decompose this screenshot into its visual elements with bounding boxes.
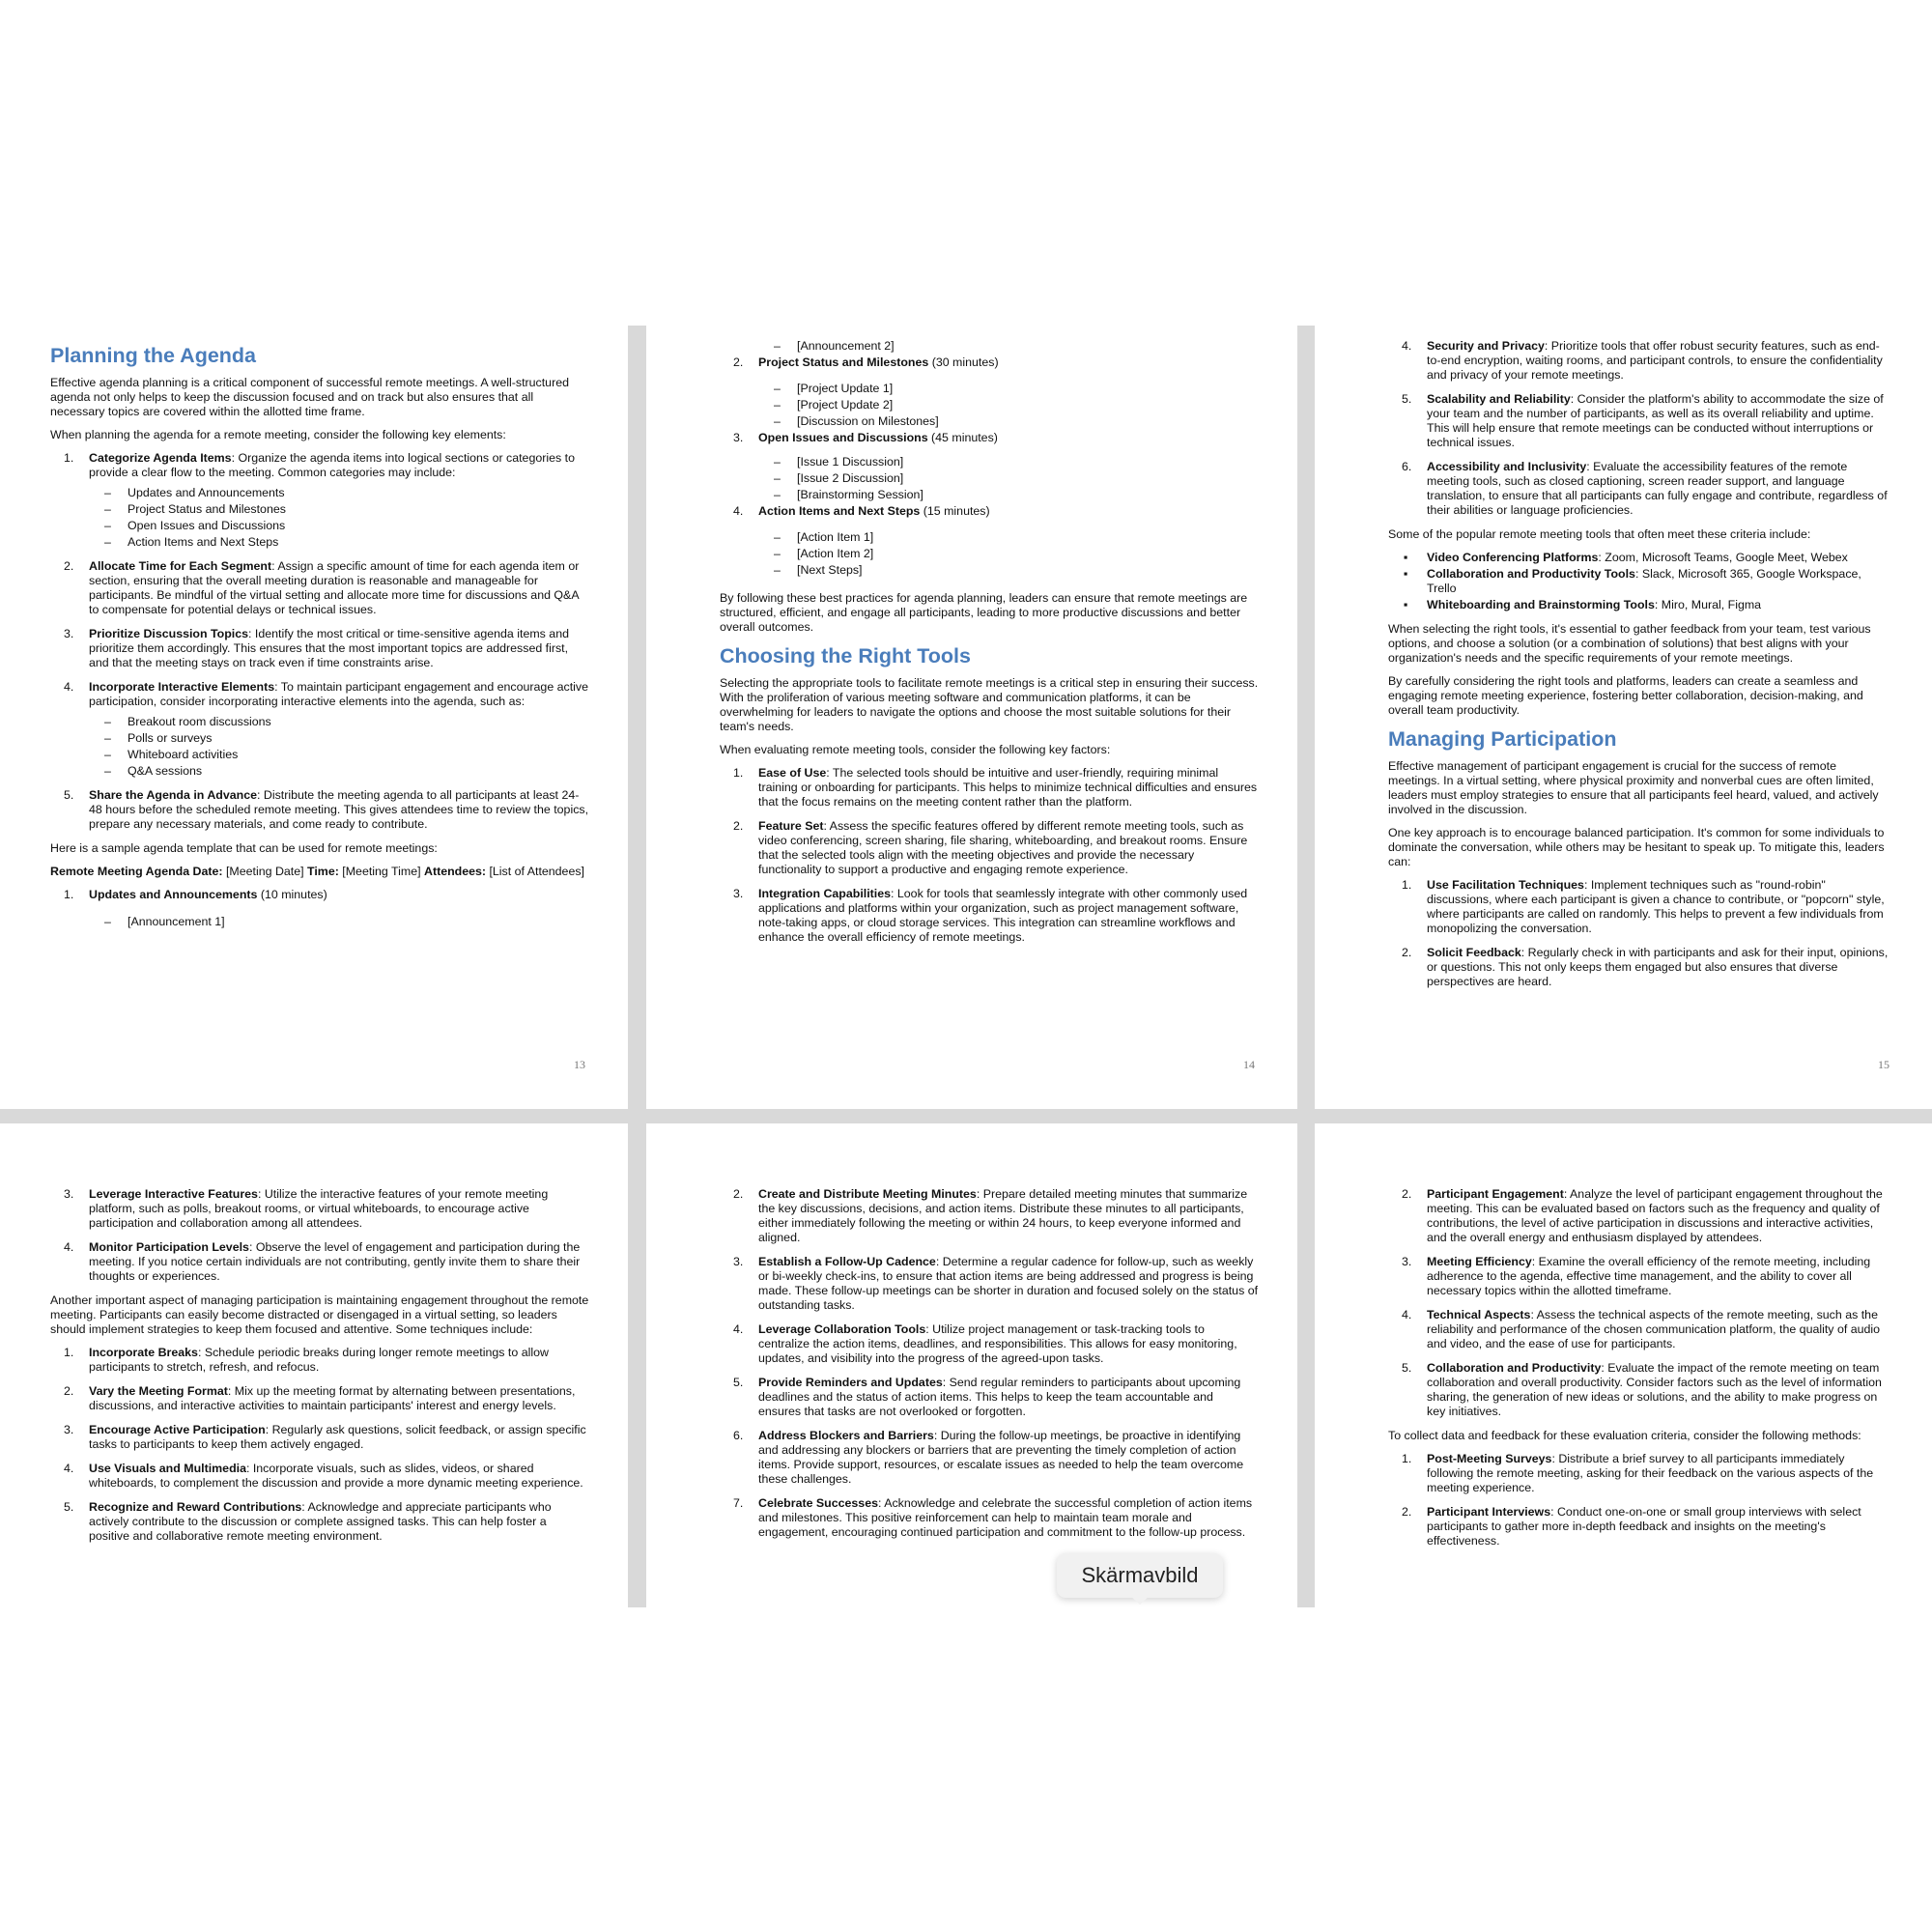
numbered-list (720, 1187, 1259, 1540)
dash-item: – [Action Item 2] (774, 547, 874, 560)
paragraph: Some of the popular remote meeting tools that often meet these criteria include: (1388, 527, 1811, 541)
numbered-list (1388, 1187, 1891, 1419)
dash-item: – Open Issues and Discussions (104, 519, 286, 532)
list-item: 4. Action Items and Next Steps (15 minutes) – [Action Item 1] – [Action Item 2] – [Next Steps] (720, 504, 1259, 578)
paragraph: One key approach is to encourage balanced participation. It's common for some individuals to dominate the conversation, while others may be hesitant to speak up. To mitigate this, leaders can: (1388, 826, 1885, 868)
list-item: 7. Celebrate Successes: Acknowledge and celebrate the successful completion of action items and milestones. This positive reinforcement can help to maintain team morale and engagement, encouraging continued participation and commitment to the follow-up process. (733, 1496, 1253, 1539)
dash-item: – [Issue 2 Discussion] (774, 471, 904, 485)
list-item: 3. Encourage Active Participation: Regularly ask questions, solicit feedback, or assign specific tasks to participants to keep them actively engaged. (64, 1423, 586, 1451)
dash-item: – [Announcement 1] (104, 915, 225, 928)
list-item: 3. Open Issues and Discussions (45 minutes) – [Issue 1 Discussion] – [Issue 2 Discussion] – [Brainstorming Session] (720, 431, 1259, 502)
list-item: 2. Create and Distribute Meeting Minutes: Prepare detailed meeting minutes that summarize the key discussions, decisions, and action items. Distribute these minutes to all participants, either immediately following the meeting or within 24 hours, to keep everyone informed and aligned. (733, 1187, 1248, 1244)
list-item: 5. Share the Agenda in Advance: Distribute the meeting agenda to all participants at least 24-48 hours before the scheduled remote meeting. This gives attendees time to review the topics, prepare any necessary materials, and come ready to contribute. (64, 788, 589, 831)
list-item: 2. Vary the Meeting Format: Mix up the meeting format by alternating between presentations, discussions, and interactive activities to maintain participants' interest and energy levels. (64, 1384, 576, 1412)
dash-list (720, 382, 1259, 429)
bullet-list (1388, 551, 1891, 612)
dash-item: – Polls or surveys (104, 731, 213, 745)
paragraph: Effective agenda planning is a critical component of successful remote meetings. A well-structured agenda not only helps to keep the discussion focused and on track but also ensures that all necessary topics are covered within the allotted time frame. (50, 376, 569, 418)
dash-item: – Action Items and Next Steps (104, 535, 279, 549)
dash-item: – [Issue 1 Discussion] (774, 455, 904, 469)
numbered-list (1388, 339, 1891, 518)
dash-item: – Project Status and Milestones (104, 502, 286, 516)
page-17 (646, 1123, 1297, 1607)
paragraph: By carefully considering the right tools and platforms, leaders can create a seamless and engaging remote meeting experience, fostering better collaboration, decision-making, and overall team productivity. (1388, 674, 1863, 717)
list-item: 4. Leverage Collaboration Tools: Utilize project management or task-tracking tools to centralize the action items, deadlines, and responsibilities. This allows for easy monitoring, updates, and visibility into the progress of the agreed-upon tasks. (733, 1322, 1237, 1365)
list-item: 1. Ease of Use: The selected tools should be intuitive and user-friendly, requiring minimal training or onboarding for participants. This helps to minimize technical difficulties and ensures that the focus remains on the meeting content rather than the platform. (733, 766, 1258, 809)
paragraph: When planning the agenda for a remote meeting, consider the following key elements: (50, 428, 506, 441)
numbered-list (50, 1346, 589, 1544)
list-item: 3. Establish a Follow-Up Cadence: Determine a regular cadence for follow-up, such as weekly or bi-weekly check-ins, to ensure that action items are being addressed and progress is being made. These follow-up meetings can be shorter in duration and focused solely on the status of outstanding tasks. (733, 1255, 1259, 1312)
bullet-item: ▪ Whiteboarding and Brainstorming Tools: Miro, Mural, Figma (1404, 598, 1762, 611)
agenda-template-header: Remote Meeting Agenda Date: [Meeting Date] Time: [Meeting Time] Attendees: [List of Attendees] (50, 865, 584, 878)
paragraph: Selecting the appropriate tools to facilitate remote meetings is a critical step in ensuring their success. With the proliferation of various meeting software and communication platforms, it can be overwhelming for leaders to navigate the options and choose the most suitable solutions for their team's needs. (720, 676, 1259, 733)
list-item: 3. Meeting Efficiency: Examine the overall efficiency of the remote meeting, including adherence to the agenda, effective time management, and the ability to cover all necessary topics within the allotted timeframe. (1402, 1255, 1871, 1297)
page-number: 13 (574, 1058, 585, 1071)
numbered-list (720, 766, 1259, 945)
list-item: 2. Project Status and Milestones (30 minutes) – [Project Update 1] – [Project Update 2] – [Discussion on Milestones] (720, 355, 1259, 429)
page-14 (646, 326, 1297, 1109)
section-heading-tools: Choosing the Right Tools (720, 644, 971, 668)
list-item: 4. Use Visuals and Multimedia: Incorporate visuals, such as slides, videos, or shared whiteboards, to complement the discussion and provide a more dynamic meeting experience. (64, 1462, 583, 1490)
list-item: 3. Leverage Interactive Features: Utilize the interactive features of your remote meeting platform, such as polls, breakout rooms, or virtual whiteboards, to encourage active participation and collaboration among all attendees. (64, 1187, 549, 1230)
list-item: 1. Post-Meeting Surveys: Distribute a brief survey to all participants immediately following the remote meeting, asking for their feedback on the various aspects of the meeting experience. (1402, 1452, 1874, 1494)
section-heading-planning: Planning the Agenda (50, 344, 257, 367)
list-item: 4. Technical Aspects: Assess the technical aspects of the remote meeting, such as the reliability and performance of the chosen communication platform, the quality of audio and video, and the ease of use for participants. (1402, 1308, 1881, 1350)
list-item: 2. Solicit Feedback: Regularly check in with participants and ask for their input, opinions, or questions. This not only keeps them engaged but also ensures that diverse perspectives are heard. (1402, 946, 1889, 988)
list-item: 5. Provide Reminders and Updates: Send regular reminders to participants about upcoming deadlines and the status of action items. This helps to keep the team accountable and ensures that tasks are not overlooked or forgotten. (733, 1376, 1241, 1418)
list-item: 2. Allocate Time for Each Segment: Assign a specific amount of time for each agenda item or section, ensuring that the overall meeting duration is reasonable and manageable for participants. Be mindful of the virtual setting and allocate more time for discussions and Q&A to compensate for potential delays or technical issues. (64, 559, 580, 616)
list-item: 4. Monitor Participation Levels: Observe the level of engagement and participation during the meeting. If you notice certain individuals are not contributing, gently invite them to share their thoughts or experiences. (64, 1240, 581, 1283)
list-item: 3. Prioritize Discussion Topics: Identify the most critical or time-sensitive agenda items and prioritize them accordingly. This ensures that the most important topics are addressed first, and that the meeting stays on track even if time constraints arise. (64, 627, 569, 669)
page-18 (1315, 1123, 1932, 1607)
list-item: 5. Scalability and Reliability: Consider the platform's ability to accommodate the size of your team and the number of participants, as well as its overall reliability and uptime. This will help ensure that remote meetings can be conducted without interruptions or technical issues. (1402, 392, 1884, 449)
dash-item: – Breakout room discussions (104, 715, 271, 728)
dash-item: – Updates and Announcements (104, 486, 285, 499)
paragraph: Effective management of participant engagement is crucial for the success of remote meetings. In a virtual setting, where physical proximity and nonverbal cues are often limited, leaders must employ strategies to ensure that all participants feel heard, valued, and actively involved in the discussion. (1388, 759, 1879, 816)
list-item: 1. Updates and Announcements (10 minutes) – [Announcement 1] (50, 888, 589, 929)
list-item: 1. Use Facilitation Techniques: Implement techniques such as "round-robin" discussions, where each participant is given a chance to contribute, or "popcorn" style, where participants are called on randomly. This helps to prevent a few individuals from monopolizing the conversation. (1402, 878, 1885, 935)
dash-item: – Q&A sessions (104, 764, 203, 778)
dash-item: – [Project Update 1] (774, 382, 894, 395)
bullet-item: ▪ Video Conferencing Platforms: Zoom, Microsoft Teams, Google Meet, Webex (1404, 551, 1848, 564)
list-item: 4. Incorporate Interactive Elements: To maintain participant engagement and encourage active participation, consider incorporating interactive elements into the agenda, such as: – Breakout room discussions – Polls or surveys – Whiteboard activities – Q&A sessions (50, 680, 589, 779)
dash-list (720, 455, 1259, 502)
page-13 (0, 326, 628, 1109)
numbered-list (1388, 1452, 1891, 1548)
tooltip-tail (1130, 1596, 1150, 1605)
list-item: 1. Categorize Agenda Items: Organize the agenda items into logical sections or categories to provide a clear flow to the meeting. Common categories may include: – Updates and Announcements – Project Status and Milestones – Open Issues and Discussions – Action Items and Next Steps (50, 451, 589, 550)
page-number: 15 (1878, 1058, 1889, 1071)
paragraph: By following these best practices for agenda planning, leaders can ensure that remote meetings are structured, efficient, and engage all participants, leading to more productive discussions and better overall outcomes. (720, 591, 1248, 634)
list-item: 4. Security and Privacy: Prioritize tools that offer robust security features, such as end-to-end encryption, waiting rooms, and participant controls, to ensure the confidentiality and privacy of your remote meetings. (1402, 339, 1883, 382)
numbered-list (50, 1187, 589, 1284)
list-item: 1. Incorporate Breaks: Schedule periodic breaks during longer remote meetings to allow participants to stretch, refresh, and refocus. (64, 1346, 549, 1374)
dash-item: – [Action Item 1] (774, 530, 874, 544)
paragraph: When evaluating remote meeting tools, consider the following key factors: (720, 743, 1111, 756)
list-item: 2. Feature Set: Assess the specific features offered by different remote meeting tools, such as video conferencing, screen sharing, file sharing, whiteboarding, and breakout rooms. Ensure that the selected tools align with the meeting objectives and provide the necessary functionality to support a productive and engaging remote experience. (733, 819, 1248, 876)
dash-item: – [Project Update 2] (774, 398, 894, 412)
paragraph: Another important aspect of managing participation is maintaining engagement throughout the remote meeting. Participants can easily become distracted or disengaged in a virtual setting, so leaders should implement strategies to keep them focused and attentive. Some techniques include: (50, 1293, 589, 1336)
list-item: 5. Recognize and Reward Contributions: Acknowledge and appreciate participants who actively contribute to the discussion or complete assigned tasks. This can help foster a positive and collaborative remote meeting environment. (64, 1500, 552, 1543)
document-viewer[interactable] (0, 326, 1932, 1607)
dash-list (720, 530, 1259, 578)
page-15 (1315, 326, 1932, 1109)
paragraph: Here is a sample agenda template that can be used for remote meetings: (50, 841, 438, 855)
dash-list (50, 486, 589, 550)
bullet-item: ▪ Collaboration and Productivity Tools: Slack, Microsoft 365, Google Workspace, Trello (1404, 567, 1861, 595)
dash-item: – [Discussion on Milestones] (774, 414, 939, 428)
page-16 (0, 1123, 628, 1607)
page-number: 14 (1243, 1058, 1255, 1071)
list-item: 6. Address Blockers and Barriers: During the follow-up meetings, be proactive in identifying and addressing any blockers or barriers that are preventing the timely completion of action items. Provide support, resources, or escalate issues as needed to help the team overcome these challenges. (733, 1429, 1244, 1486)
numbered-list (1388, 878, 1891, 989)
dash-item: – [Brainstorming Session] (774, 488, 923, 501)
numbered-list (50, 451, 589, 832)
dash-item: – [Announcement 2] (774, 339, 895, 353)
list-item: 5. Collaboration and Productivity: Evaluate the impact of the remote meeting on team collaboration and overall productivity. Consider factors such as the level of information sharing, the generation of new ideas or solutions, and the ability to make progress on key initiatives. (1402, 1361, 1882, 1418)
list-item: 2. Participant Engagement: Analyze the level of participant engagement throughout the meeting. This can be evaluated based on factors such as the frequency and quality of contributions, the level of active participation in discussions and interactive activities, and the overall energy and enthusiasm displayed by attendees. (1402, 1187, 1883, 1244)
paragraph: To collect data and feedback for these evaluation criteria, consider the following methods: (1388, 1429, 1861, 1442)
dash-list (50, 915, 589, 929)
list-item: 2. Participant Interviews: Conduct one-on-one or small group interviews with select participants to gather more in-depth feedback and insights on the meeting's effectiveness. (1402, 1505, 1861, 1548)
paragraph: When selecting the right tools, it's essential to gather feedback from your team, test various options, and choose a solution (or a combination of solutions) that best aligns with your organization's needs and the specific requirements of your remote meetings. (1388, 622, 1871, 665)
section-heading-participation: Managing Participation (1388, 727, 1617, 751)
dash-list (50, 715, 589, 779)
screenshot-tooltip: Skärmavbild (1057, 1553, 1223, 1598)
dash-item: – [Next Steps] (774, 563, 863, 577)
dash-item: – Whiteboard activities (104, 748, 239, 761)
list-item: 3. Integration Capabilities: Look for tools that seamlessly integrate with other commonly used applications and platforms within your organization, such as project management software, note-taking apps, or cloud storage services. This integration can streamline workflows and enhance the overall efficiency of remote meetings. (733, 887, 1248, 944)
list-item: 6. Accessibility and Inclusivity: Evaluate the accessibility features of the remote meeting tools, such as closed captioning, screen reader support, and language translation, to ensure that all participants can fully engage and contribute, regardless of their abilities or language proficiencies. (1402, 460, 1888, 517)
